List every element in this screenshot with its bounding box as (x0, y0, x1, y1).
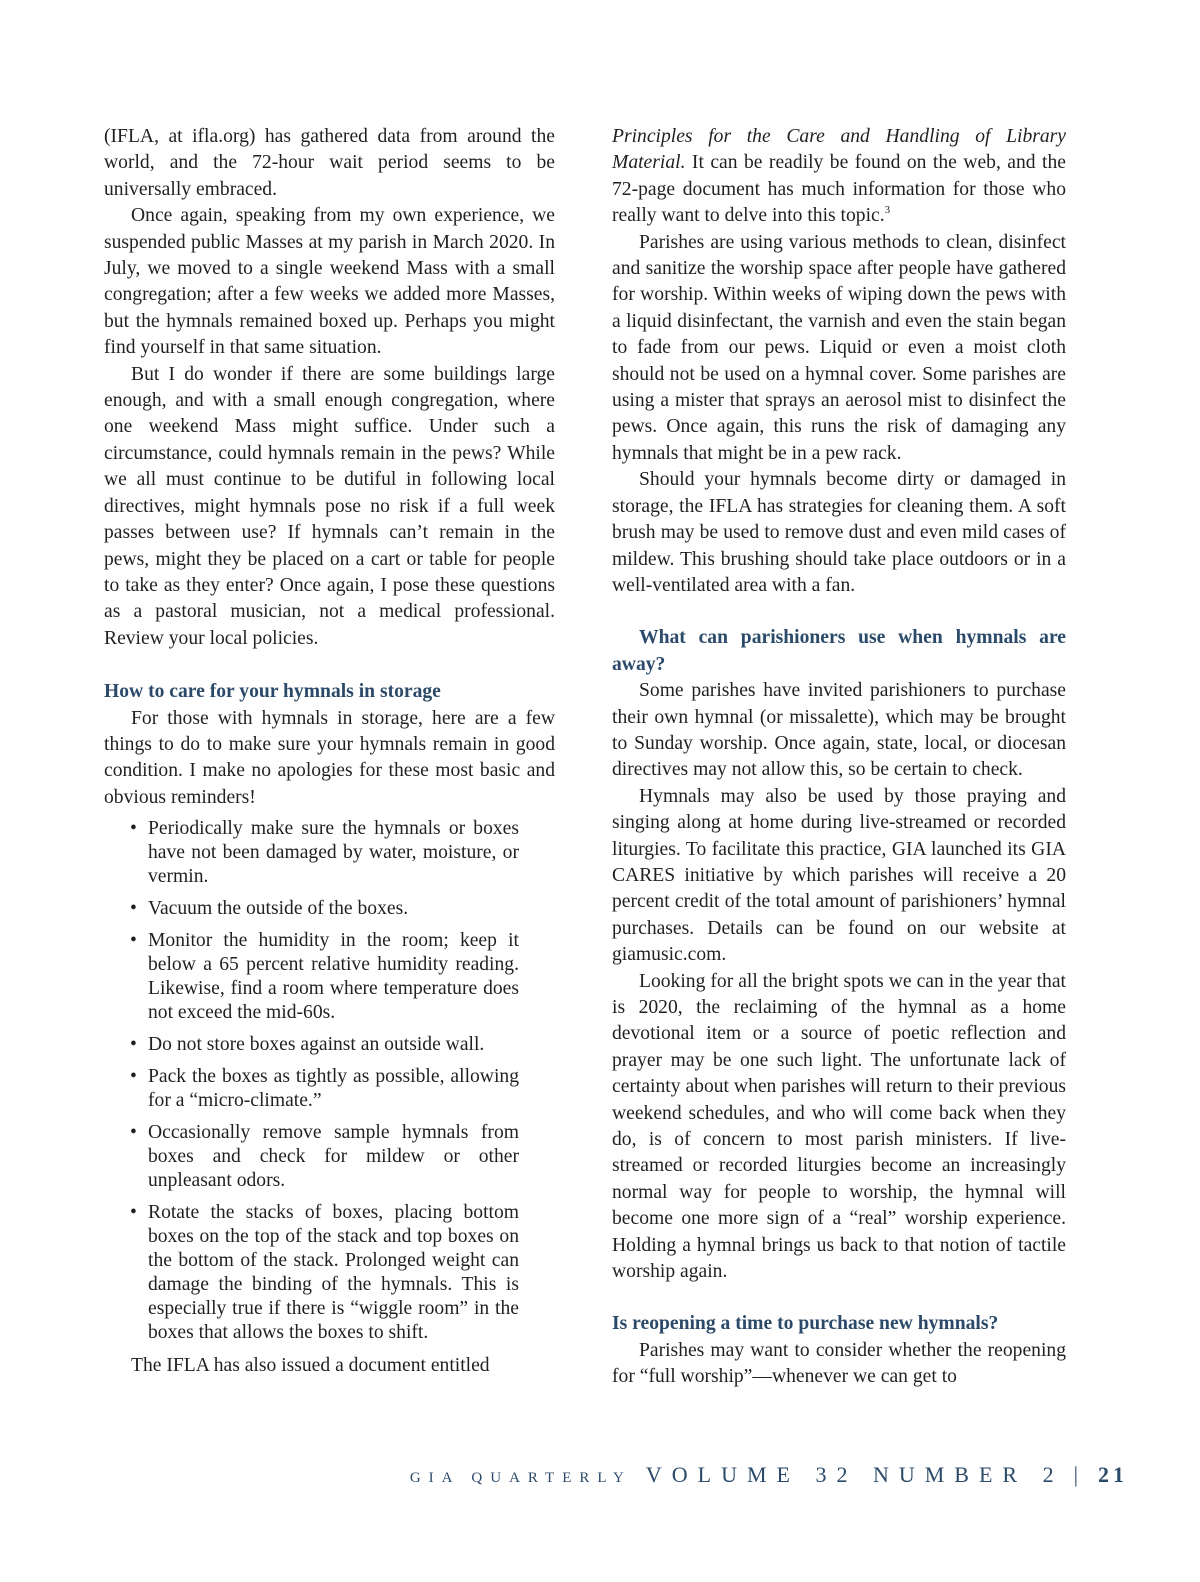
paragraph-text: It can be readily be found on the web, and the 72-page document has much information for those who really want to delve into this topic. (612, 152, 1066, 227)
paragraph: But I do wonder if there are some buildings large enough, and with a small enough congregation, where one weekend Mass might suffice. Under such a circumstance, could hymnals remain in the pews? While we all must continue to be dutiful in following local directives, might hymnals pose no risk if a full week passes between use? If hymnals can’t remain in the pews, might they be placed on a cart or table for people to take as they enter? Once again, I pose these questions as a pastoral musician, not a medical professional. Review your local policies. (104, 363, 555, 649)
section-heading: What can parishioners use when hymnals are away? (612, 627, 1066, 675)
list-item (128, 817, 519, 889)
spacer (612, 1285, 1066, 1311)
section-heading: How to care for your hymnals in storage (104, 681, 441, 703)
footer-separator: | (1073, 1462, 1078, 1487)
left-column (104, 124, 555, 1380)
bullet-list (104, 817, 555, 1345)
paragraph: Parishes may want to consider whether the reopening for “full worship”—whenever we can get to (612, 1339, 1066, 1388)
list-item-text: Occasionally remove sample hymnals from boxes and check for mildew or other unpleasant odors. (148, 1122, 519, 1192)
list-item-text: Pack the boxes as tightly as possible, allowing for a “micro-climate.” (148, 1066, 519, 1112)
spacer (104, 652, 555, 679)
list-item (128, 897, 519, 921)
paragraph: Should your hymnals become dirty or damaged in storage, the IFLA has strategies for cleaning them. A soft brush may be used to remove dust and even mild cases of mildew. This brushing should take place outdoors or in a well-ventilated area with a fan. (612, 469, 1066, 596)
paragraph: Hymnals may also be used by those praying and singing along at home during live-streamed or recorded liturgies. To facilitate this practice, GIA launched its GIA CARES initiative by which parishes will receive a 20 percent credit of the total amount of parishioners’ hymnal purchases. Details can be found on our website at giamusic.com. (612, 785, 1066, 966)
list-item-text: Do not store boxes against an outside wall. (148, 1034, 485, 1056)
bullet-icon: • (130, 930, 137, 952)
list-item-text: Vacuum the outside of the boxes. (148, 898, 409, 920)
bullet-icon: • (130, 898, 137, 920)
paragraph: Parishes are using various methods to clean, disinfect and sanitize the worship space after people have gathered for worship. Within weeks of wiping down the pews with a liquid disinfectant, the varnish and even the stain began to fade from our pews. Liquid or even a moist cloth should not be used on a hymnal cover. Some parishes are using a mister that sprays an aerosol mist to disinfect the pews. Once again, this runs the risk of damaging any hymnals that might be in a pew rack. (612, 231, 1066, 464)
section-heading: Is reopening a time to purchase new hymnals? (612, 1313, 999, 1335)
page-number: 21 (1098, 1462, 1128, 1487)
paragraph: For those with hymnals in storage, here are a few things to do to make sure your hymnals remain in good condition. I make no apologies for these most basic and obvious reminders! (104, 707, 555, 808)
list-item (128, 1065, 519, 1113)
list-item-text: Monitor the humidity in the room; keep it below a 65 percent relative humidity reading. Likewise, find a room where temperature does not exceed the mid-60s. (148, 930, 519, 1024)
list-item (128, 929, 519, 1025)
page-footer (410, 1462, 1128, 1488)
volume-number: VOLUME 32 NUMBER 2 (645, 1462, 1064, 1487)
footnote-marker: 3 (884, 204, 891, 217)
document-title: Principles for the Care and Handling of Library Material. (612, 126, 1066, 174)
bullet-icon: • (130, 1066, 137, 1088)
paragraph: Some parishes have invited parishioners to purchase their own hymnal (or missalette), which may be brought to Sunday worship. Once again, state, local, or diocesan directives may not allow this, so be certain to check. (612, 680, 1066, 781)
paragraph: The IFLA has also issued a document entitled (131, 1355, 490, 1377)
list-item-text: Rotate the stacks of boxes, placing bottom boxes on the top of the stack and top boxes on the bottom of the stack. Prolonged weight can damage the binding of the hymnals. This is especially true if there is “wiggle room” in the boxes that allows the boxes to shift. (148, 1202, 519, 1344)
bullet-icon: • (130, 818, 137, 840)
right-column (612, 124, 1066, 1391)
paragraph: Looking for all the bright spots we can in the year that is 2020, the reclaiming of the hymnal as a home devotional item or a source of poetic reflection and prayer may be one such light. The unfortunate lack of certainty about when parishes will return to their previous weekend schedules, and who will come back when they do, is of concern to most parish ministers. If live-streamed or recorded liturgies become an increasingly normal way for people to worship, the hymnal will become one more sign of a “real” worship experience. Holding a hymnal brings us back to that notion of tactile worship again. (612, 970, 1066, 1283)
paragraph: (IFLA, at ifla.org) has gathered data from around the world, and the 72-hour wait period seems to be universally embraced. (104, 126, 555, 200)
bullet-icon: • (130, 1034, 137, 1056)
magazine-name: GIA QUARTERLY (409, 1470, 632, 1486)
list-item (128, 1033, 519, 1057)
spacer (612, 599, 1066, 625)
bullet-icon: • (130, 1122, 137, 1144)
paragraph: Once again, speaking from my own experience, we suspended public Masses at my parish in March 2020. In July, we moved to a single weekend Mass with a small congregation; after a few weeks we added more Masses, but the hymnals remained boxed up. Perhaps you might find yourself in that same situation. (104, 205, 555, 359)
bullet-icon: • (130, 1202, 137, 1224)
list-item-text: Periodically make sure the hymnals or boxes have not been damaged by water, moisture, or vermin. (148, 818, 519, 888)
paragraph (612, 124, 1066, 230)
list-item (128, 1121, 519, 1193)
list-item (128, 1201, 519, 1345)
